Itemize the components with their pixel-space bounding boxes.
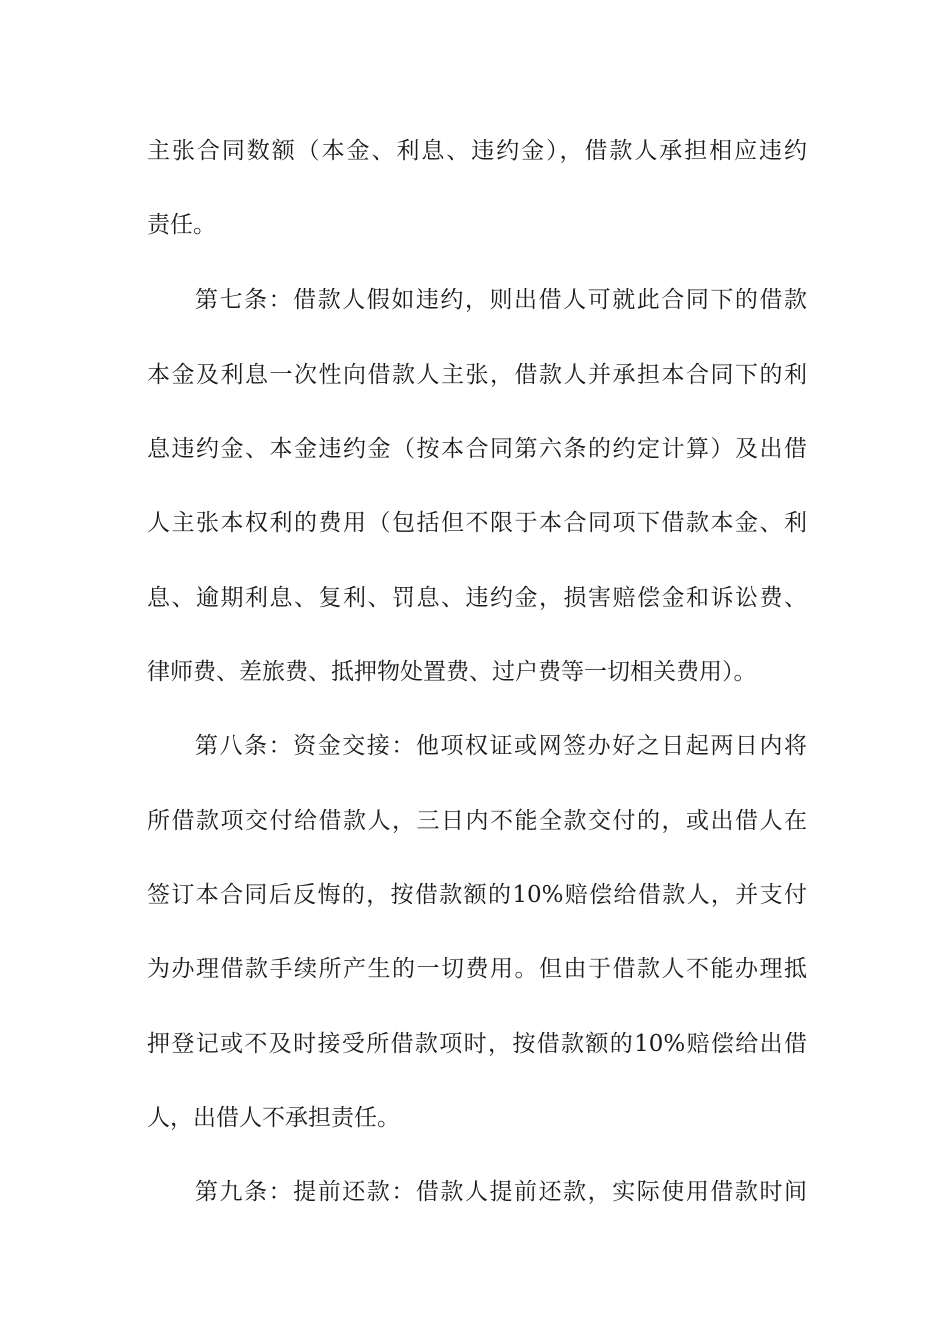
text-line: 责任。 xyxy=(147,212,216,238)
text-line: 息、逾期利息、复利、罚息、违约金，损害赔偿金和诉讼费、 xyxy=(147,585,807,611)
text-line: 本金及利息一次性向借款人主张，借款人并承担本合同下的利 xyxy=(147,362,807,388)
text-line: 息违约金、本金违约金（按本合同第六条的约定计算）及出借 xyxy=(147,436,807,462)
article-7-first-line: 第七条：借款人假如违约，则出借人可就此合同下的借款 xyxy=(195,287,807,313)
article-9-first-line: 第九条：提前还款：借款人提前还款，实际使用借款时间 xyxy=(195,1179,807,1205)
article-8-first-line: 第八条：资金交接：他项权证或网签办好之日起两日内将 xyxy=(195,733,807,759)
text-line: 押登记或不及时接受所借款项时，按借款额的10%赔偿给出借 xyxy=(147,1031,807,1057)
text-line: 律师费、差旅费、抵押物处置费、过户费等一切相关费用）。 xyxy=(147,659,757,685)
text-line: 所借款项交付给借款人，三日内不能全款交付的，或出借人在 xyxy=(147,808,807,834)
text-line: 签订本合同后反悔的，按借款额的10%赔偿给借款人，并支付 xyxy=(147,882,807,908)
text-line: 人主张本权利的费用（包括但不限于本合同项下借款本金、利 xyxy=(147,510,807,536)
text-line: 主张合同数额（本金、利息、违约金），借款人承担相应违约 xyxy=(147,138,807,164)
text-line: 为办理借款手续所产生的一切费用。但由于借款人不能办理抵 xyxy=(147,956,807,982)
text-line: 人，出借人不承担责任。 xyxy=(147,1105,400,1131)
